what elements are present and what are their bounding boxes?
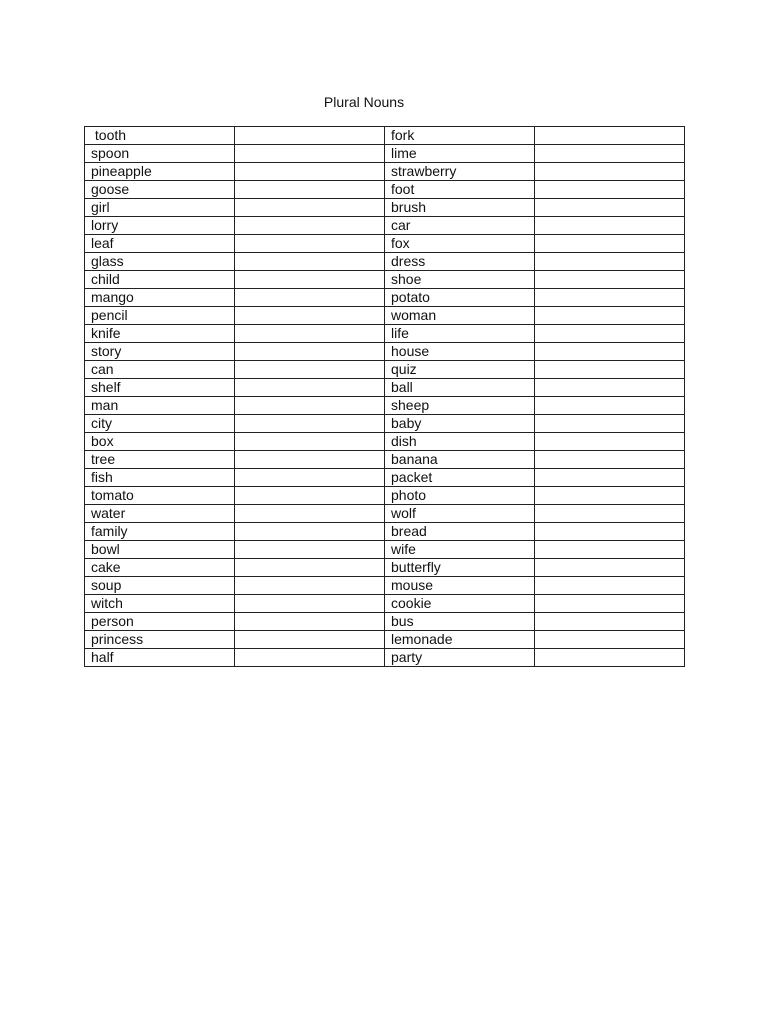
singular-noun-right: banana bbox=[385, 451, 535, 469]
singular-noun-right: mouse bbox=[385, 577, 535, 595]
plural-answer-cell-right[interactable] bbox=[535, 343, 685, 361]
singular-noun-right: foot bbox=[385, 181, 535, 199]
plural-answer-cell-right[interactable] bbox=[535, 505, 685, 523]
plural-answer-cell-right[interactable] bbox=[535, 487, 685, 505]
table-row bbox=[85, 325, 685, 343]
page-title: Plural Nouns bbox=[323, 94, 405, 110]
plural-answer-cell-left[interactable] bbox=[235, 451, 385, 469]
plural-answer-cell-left[interactable] bbox=[235, 307, 385, 325]
plural-answer-cell-left[interactable] bbox=[235, 379, 385, 397]
singular-noun-left: fish bbox=[85, 469, 235, 487]
table-row bbox=[85, 361, 685, 379]
singular-noun-right: lime bbox=[385, 145, 535, 163]
singular-noun-left: goose bbox=[85, 181, 235, 199]
plural-answer-cell-right[interactable] bbox=[535, 325, 685, 343]
singular-noun-right: ball bbox=[385, 379, 535, 397]
table-row bbox=[85, 559, 685, 577]
table-row bbox=[85, 649, 685, 667]
singular-noun-right: life bbox=[385, 325, 535, 343]
plural-answer-cell-right[interactable] bbox=[535, 289, 685, 307]
singular-noun-left: pencil bbox=[85, 307, 235, 325]
table-row bbox=[85, 613, 685, 631]
plural-answer-cell-right[interactable] bbox=[535, 451, 685, 469]
plural-answer-cell-right[interactable] bbox=[535, 433, 685, 451]
plural-answer-cell-left[interactable] bbox=[235, 397, 385, 415]
plural-answer-cell-left[interactable] bbox=[235, 253, 385, 271]
plural-answer-cell-right[interactable] bbox=[535, 253, 685, 271]
singular-noun-left: person bbox=[85, 613, 235, 631]
plural-answer-cell-left[interactable] bbox=[235, 127, 385, 145]
table-row bbox=[85, 181, 685, 199]
singular-noun-left: girl bbox=[85, 199, 235, 217]
plural-answer-cell-left[interactable] bbox=[235, 217, 385, 235]
singular-noun-right: bread bbox=[385, 523, 535, 541]
table-row bbox=[85, 271, 685, 289]
singular-noun-left: lorry bbox=[85, 217, 235, 235]
plural-answer-cell-right[interactable] bbox=[535, 163, 685, 181]
singular-noun-left: pineapple bbox=[85, 163, 235, 181]
plural-answer-cell-right[interactable] bbox=[535, 271, 685, 289]
plural-answer-cell-left[interactable] bbox=[235, 595, 385, 613]
singular-noun-right: brush bbox=[385, 199, 535, 217]
plural-answer-cell-right[interactable] bbox=[535, 235, 685, 253]
plural-answer-cell-left[interactable] bbox=[235, 361, 385, 379]
plural-answer-cell-right[interactable] bbox=[535, 307, 685, 325]
plural-answer-cell-left[interactable] bbox=[235, 271, 385, 289]
table-row bbox=[85, 199, 685, 217]
table-row bbox=[85, 235, 685, 253]
singular-noun-left: water bbox=[85, 505, 235, 523]
singular-noun-right: butterfly bbox=[385, 559, 535, 577]
singular-noun-left: bowl bbox=[85, 541, 235, 559]
plural-answer-cell-right[interactable] bbox=[535, 559, 685, 577]
singular-noun-left: family bbox=[85, 523, 235, 541]
table-row bbox=[85, 595, 685, 613]
singular-noun-right: photo bbox=[385, 487, 535, 505]
singular-noun-left: tooth bbox=[85, 127, 235, 145]
singular-noun-left: knife bbox=[85, 325, 235, 343]
plural-answer-cell-right[interactable] bbox=[535, 541, 685, 559]
singular-noun-right: house bbox=[385, 343, 535, 361]
singular-noun-right: lemonade bbox=[385, 631, 535, 649]
table-row bbox=[85, 523, 685, 541]
singular-noun-right: sheep bbox=[385, 397, 535, 415]
table-row bbox=[85, 577, 685, 595]
table-row bbox=[85, 253, 685, 271]
plural-answer-cell-right[interactable] bbox=[535, 469, 685, 487]
singular-noun-right: car bbox=[385, 217, 535, 235]
plural-answer-cell-left[interactable] bbox=[235, 631, 385, 649]
plural-answer-cell-left[interactable] bbox=[235, 469, 385, 487]
plural-answer-cell-right[interactable] bbox=[535, 613, 685, 631]
singular-noun-left: princess bbox=[85, 631, 235, 649]
singular-noun-left: glass bbox=[85, 253, 235, 271]
table-row bbox=[85, 487, 685, 505]
singular-noun-left: cake bbox=[85, 559, 235, 577]
singular-noun-right: strawberry bbox=[385, 163, 535, 181]
plural-answer-cell-left[interactable] bbox=[235, 145, 385, 163]
singular-noun-right: quiz bbox=[385, 361, 535, 379]
singular-noun-right: shoe bbox=[385, 271, 535, 289]
table-row bbox=[85, 469, 685, 487]
table-row bbox=[85, 451, 685, 469]
singular-noun-right: wife bbox=[385, 541, 535, 559]
singular-noun-right: party bbox=[385, 649, 535, 667]
singular-noun-right: packet bbox=[385, 469, 535, 487]
singular-noun-left: witch bbox=[85, 595, 235, 613]
singular-noun-left: half bbox=[85, 649, 235, 667]
plural-answer-cell-right[interactable] bbox=[535, 577, 685, 595]
plural-answer-cell-left[interactable] bbox=[235, 559, 385, 577]
singular-noun-right: wolf bbox=[385, 505, 535, 523]
singular-noun-right: potato bbox=[385, 289, 535, 307]
plural-answer-cell-right[interactable] bbox=[535, 379, 685, 397]
table-row bbox=[85, 145, 685, 163]
singular-noun-left: mango bbox=[85, 289, 235, 307]
plural-answer-cell-right[interactable] bbox=[535, 631, 685, 649]
singular-noun-right: baby bbox=[385, 415, 535, 433]
table-row bbox=[85, 163, 685, 181]
table-row bbox=[85, 415, 685, 433]
table-row bbox=[85, 307, 685, 325]
table-body bbox=[85, 127, 685, 667]
table-row bbox=[85, 127, 685, 145]
plural-answer-cell-left[interactable] bbox=[235, 415, 385, 433]
singular-noun-left: tree bbox=[85, 451, 235, 469]
plural-answer-cell-left[interactable] bbox=[235, 289, 385, 307]
plural-answer-cell-left[interactable] bbox=[235, 577, 385, 595]
plural-answer-cell-left[interactable] bbox=[235, 325, 385, 343]
singular-noun-left: man bbox=[85, 397, 235, 415]
singular-noun-left: box bbox=[85, 433, 235, 451]
plural-answer-cell-left[interactable] bbox=[235, 613, 385, 631]
plural-answer-cell-right[interactable] bbox=[535, 361, 685, 379]
table-row bbox=[85, 541, 685, 559]
plural-answer-cell-left[interactable] bbox=[235, 505, 385, 523]
plural-answer-cell-right[interactable] bbox=[535, 127, 685, 145]
table-row bbox=[85, 397, 685, 415]
plural-answer-cell-left[interactable] bbox=[235, 541, 385, 559]
singular-noun-right: dish bbox=[385, 433, 535, 451]
singular-noun-right: cookie bbox=[385, 595, 535, 613]
singular-noun-left: leaf bbox=[85, 235, 235, 253]
plural-answer-cell-left[interactable] bbox=[235, 235, 385, 253]
singular-noun-right: dress bbox=[385, 253, 535, 271]
singular-noun-left: city bbox=[85, 415, 235, 433]
plural-answer-cell-left[interactable] bbox=[235, 487, 385, 505]
singular-noun-right: woman bbox=[385, 307, 535, 325]
plural-answer-cell-right[interactable] bbox=[535, 217, 685, 235]
singular-noun-left: can bbox=[85, 361, 235, 379]
plural-answer-cell-left[interactable] bbox=[235, 181, 385, 199]
plural-answer-cell-right[interactable] bbox=[535, 397, 685, 415]
singular-noun-left: shelf bbox=[85, 379, 235, 397]
singular-noun-right: fork bbox=[385, 127, 535, 145]
plural-answer-cell-right[interactable] bbox=[535, 145, 685, 163]
singular-noun-right: bus bbox=[385, 613, 535, 631]
singular-noun-left: soup bbox=[85, 577, 235, 595]
singular-noun-left: tomato bbox=[85, 487, 235, 505]
plural-answer-cell-left[interactable] bbox=[235, 343, 385, 361]
plural-answer-cell-right[interactable] bbox=[535, 415, 685, 433]
table-row bbox=[85, 379, 685, 397]
table-row bbox=[85, 433, 685, 451]
singular-noun-left: spoon bbox=[85, 145, 235, 163]
singular-noun-left: story bbox=[85, 343, 235, 361]
plural-answer-cell-right[interactable] bbox=[535, 649, 685, 667]
table-row bbox=[85, 505, 685, 523]
plural-nouns-table bbox=[84, 126, 685, 667]
singular-noun-right: fox bbox=[385, 235, 535, 253]
plural-answer-cell-left[interactable] bbox=[235, 649, 385, 667]
plural-answer-cell-right[interactable] bbox=[535, 199, 685, 217]
table-row bbox=[85, 631, 685, 649]
plural-answer-cell-left[interactable] bbox=[235, 433, 385, 451]
plural-answer-cell-right[interactable] bbox=[535, 181, 685, 199]
plural-answer-cell-left[interactable] bbox=[235, 523, 385, 541]
table-row bbox=[85, 217, 685, 235]
singular-noun-left: child bbox=[85, 271, 235, 289]
plural-answer-cell-right[interactable] bbox=[535, 595, 685, 613]
table-row bbox=[85, 289, 685, 307]
plural-answer-cell-right[interactable] bbox=[535, 523, 685, 541]
plural-answer-cell-left[interactable] bbox=[235, 163, 385, 181]
plural-answer-cell-left[interactable] bbox=[235, 199, 385, 217]
table-row bbox=[85, 343, 685, 361]
